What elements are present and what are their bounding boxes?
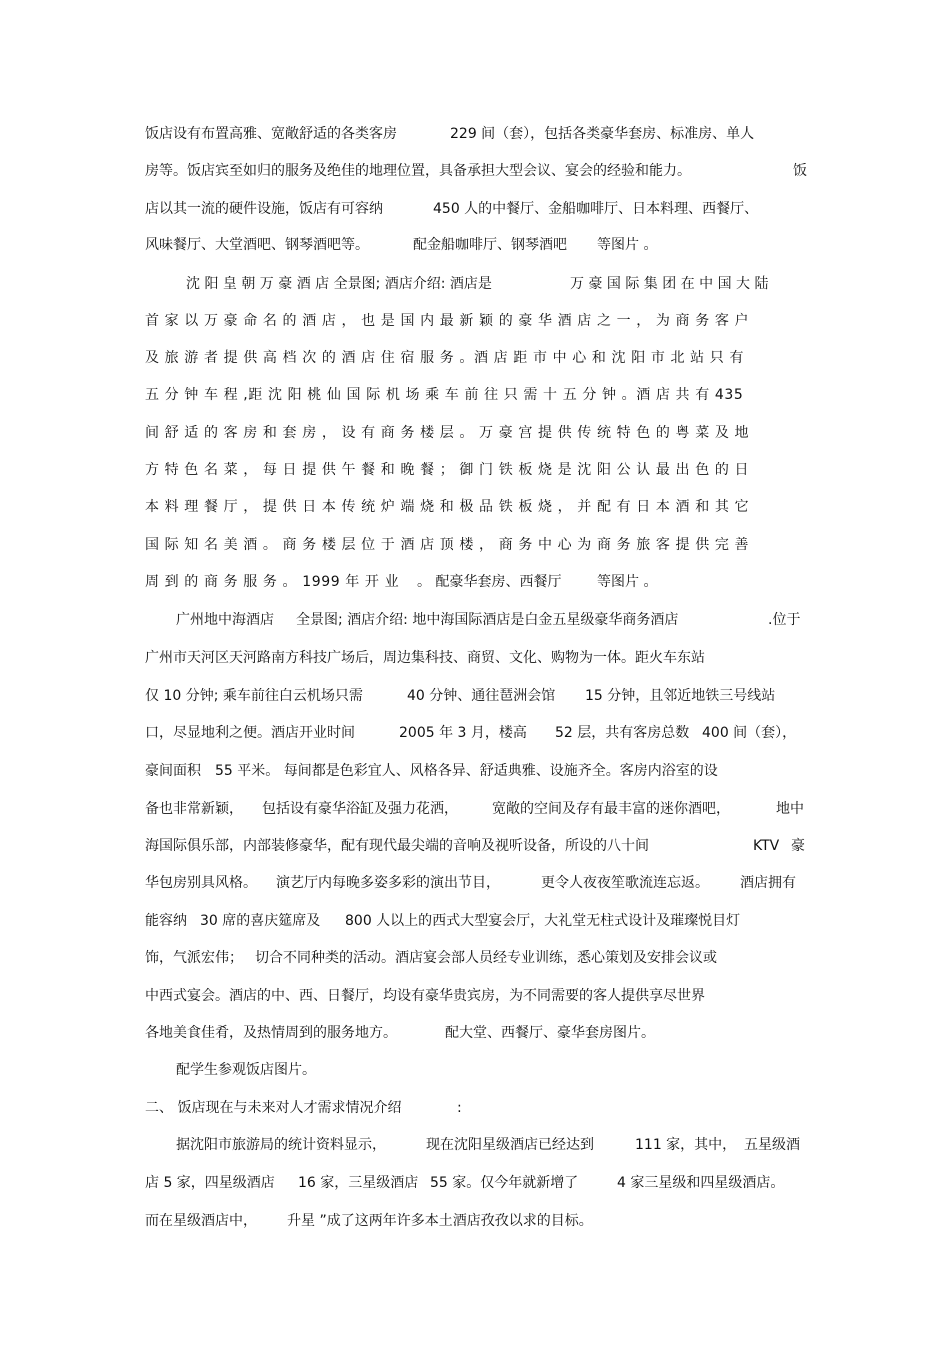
text-segment: 包括设有豪华浴缸及强力花洒， (262, 801, 458, 817)
text-segment: 全景图; 酒店介绍: 地中海国际酒店是白金五星级豪华商务酒店 (296, 612, 679, 628)
text-line (145, 948, 717, 968)
section-heading (145, 1098, 462, 1118)
text-segment: 饭店设有布置高雅、宽敞舒适的各类客房 (145, 126, 397, 142)
text-line (145, 873, 796, 893)
text-segment: 16 家，三星级酒店 (298, 1175, 419, 1191)
text-line (176, 1060, 316, 1080)
text-segment: 豪间面积 (145, 763, 201, 779)
text-segment: 仅 10 分钟; 乘车前往白云机场只需 (145, 688, 363, 704)
text-segment: 店以其一流的硬件设施，饭店有可容纳 (145, 201, 383, 217)
text-segment: 15 分钟，且邻近地铁三号线站 (585, 688, 776, 704)
text-segment: 饭 (793, 163, 807, 179)
text-segment: 首 家 以 万 豪 命 名 的 酒 店 ， 也 是 国 内 最 新 颖 的 豪 华 酒 店 之 一 ， 为 商 务 客 户 (145, 313, 750, 329)
text-segment: 据沈阳市旅游局的统计资料显示， (176, 1137, 386, 1153)
text-line (176, 1135, 800, 1155)
text-segment: 方 特 色 名 菜 ， 每 日 提 供 午 餐 和 晚 餐 ； 御 门 铁 板 烧 是 沈 阳 公 认 最 出 色 的 日 (145, 462, 750, 478)
text-segment: 演艺厅内每晚多姿多彩的演出节目， (276, 875, 500, 891)
text-segment: 间 舒 适 的 客 房 和 套 房 ， 设 有 商 务 楼 层 。 万 豪 宫 提 供 传 统 特 色 的 粤 菜 及 地 (145, 425, 750, 441)
text-line (145, 1173, 785, 1193)
text-segment: 等图片 。 (597, 574, 658, 590)
text-segment: 800 人以上的西式大型宴会厅，大礼堂无柱式设计及璀璨悦目灯 (345, 913, 741, 929)
text-segment: 各地美食佳肴，及热情周到的服务地方。 (145, 1025, 397, 1041)
text-segment: KTV (753, 838, 780, 854)
text-segment: 能容纳 (145, 913, 187, 929)
text-segment: 二、 饭店现在与未来对人才需求情况介绍 (145, 1100, 402, 1116)
text-segment: : (457, 1100, 462, 1116)
text-line (145, 535, 749, 555)
text-segment: 五星级酒 (744, 1137, 800, 1153)
text-segment: 饰，气派宏伟； (145, 950, 243, 966)
text-segment: 55 家。仅今年就新增了 (430, 1175, 579, 1191)
text-segment: 配金船咖啡厅、钢琴酒吧 (413, 237, 567, 253)
text-segment: 更令人夜夜笙歌流连忘返。 (541, 875, 709, 891)
text-line (145, 460, 749, 480)
text-segment: 450 人的中餐厅、金船咖啡厅、日本料理、西餐厅、 (433, 201, 759, 217)
text-segment: 海国际俱乐部，内部装修豪华，配有现代最尖端的音响及视听设备，所设的八十间 (145, 838, 649, 854)
text-line (145, 423, 749, 443)
text-line (176, 610, 801, 630)
text-segment: 。 配豪华套房、西餐厅 (417, 574, 562, 590)
text-segment: 30 席的喜庆筵席及 (200, 913, 321, 929)
text-line (145, 911, 741, 931)
text-segment: 现在沈阳星级酒店已经达到 (426, 1137, 594, 1153)
text-line (145, 1211, 593, 1231)
text-segment: 国 际 知 名 美 酒 。 商 务 楼 层 位 于 酒 店 顶 楼 ， 商 务 中 心 为 商 务 旅 客 提 供 完 善 (145, 537, 750, 553)
text-segment: 店 5 家，四星级酒店 (145, 1175, 275, 1191)
text-segment: 中西式宴会。酒店的中、西、日餐厅，均设有豪华贵宾房，为不同需要的客人提供享尽世界 (145, 988, 705, 1004)
text-segment: 配学生参观饭店图片。 (176, 1062, 316, 1078)
text-segment: 口，尽显地利之便。酒店开业时间 (145, 725, 355, 741)
text-segment: 豪 (791, 838, 805, 854)
text-segment: 沈 阳 皇 朝 万 豪 酒 店 全景图; 酒店介绍: 酒店是 (186, 276, 492, 292)
text-line (145, 986, 705, 1006)
text-line (145, 497, 749, 517)
text-segment: 55 平米。 每间都是色彩宜人、风格各异、舒适典雅、设施齐全。客房内浴室的设 (215, 763, 718, 779)
text-segment: 周 到 的 商 务 服 务 。 1999 年 开 业 (145, 574, 400, 590)
text-segment: 华包房别具风格。 (145, 875, 257, 891)
text-segment: 400 间（套）， (702, 725, 797, 741)
text-line (145, 836, 805, 856)
text-line (145, 311, 749, 331)
text-segment: 万 豪 国 际 集 团 在 中 国 大 陆 (570, 276, 769, 292)
text-line (145, 235, 658, 255)
text-segment: 配大堂、西餐厅、豪华套房图片。 (445, 1025, 655, 1041)
text-segment: 备也非常新颖， (145, 801, 243, 817)
text-segment: 房等。饭店宾至如归的服务及绝佳的地理位置，具备承担大型会议、宴会的经验和能力。 (145, 163, 691, 179)
text-segment: 酒店拥有 (740, 875, 796, 891)
text-line (145, 1023, 655, 1043)
text-segment: 本 料 理 餐 厅 ， 提 供 日 本 传 统 炉 端 烧 和 极 品 铁 板 烧 ， 并 配 有 日 本 酒 和 其 它 (145, 499, 750, 515)
text-line (145, 648, 705, 668)
text-line (145, 161, 807, 181)
text-segment: 及 旅 游 者 提 供 高 档 次 的 酒 店 住 宿 服 务 。酒 店 距 市 中 心 和 沈 阳 市 北 站 只 有 (145, 350, 745, 366)
text-segment: 五 分 钟 车 程 ,距 沈 阳 桃 仙 国 际 机 场 乘 车 前 往 只 需 十 五 分 钟 。酒 店 共 有 435 (145, 387, 744, 403)
text-segment: .位于 (768, 612, 801, 628)
text-line (145, 686, 776, 706)
text-line (145, 799, 804, 819)
text-line (145, 348, 744, 368)
text-line (145, 723, 797, 743)
text-segment: 40 分钟、通往琶洲会馆 (407, 688, 556, 704)
text-segment: 52 层，共有客房总数 (555, 725, 690, 741)
text-line (145, 124, 755, 144)
text-segment: 229 间（套），包括各类豪华套房、标准房、单人 (450, 126, 755, 142)
text-segment: 切合不同种类的活动。酒店宴会部人员经专业训练，悉心策划及安排会议或 (255, 950, 717, 966)
text-line (186, 274, 769, 294)
text-segment: 等图片 。 (597, 237, 658, 253)
text-segment: 而在星级酒店中， (145, 1213, 257, 1229)
text-segment: 升星 ”成了这两年许多本土酒店孜孜以求的目标。 (287, 1213, 593, 1229)
text-segment: 地中 (776, 801, 804, 817)
text-segment: 2005 年 3 月，楼高 (399, 725, 527, 741)
text-segment: 广州市天河区天河路南方科技广场后，周边集科技、商贸、文化、购物为一体。距火车东站 (145, 650, 705, 666)
text-line (145, 385, 743, 405)
text-segment: 111 家，其中， (635, 1137, 737, 1153)
text-line (145, 572, 658, 592)
text-segment: 风味餐厅、大堂酒吧、钢琴酒吧等。 (145, 237, 369, 253)
text-segment: 广州地中海酒店 (176, 612, 274, 628)
text-line (145, 761, 718, 781)
text-segment: 宽敞的空间及存有最丰富的迷你酒吧， (492, 801, 730, 817)
text-line (145, 199, 759, 219)
text-segment: 4 家三星级和四星级酒店。 (617, 1175, 785, 1191)
